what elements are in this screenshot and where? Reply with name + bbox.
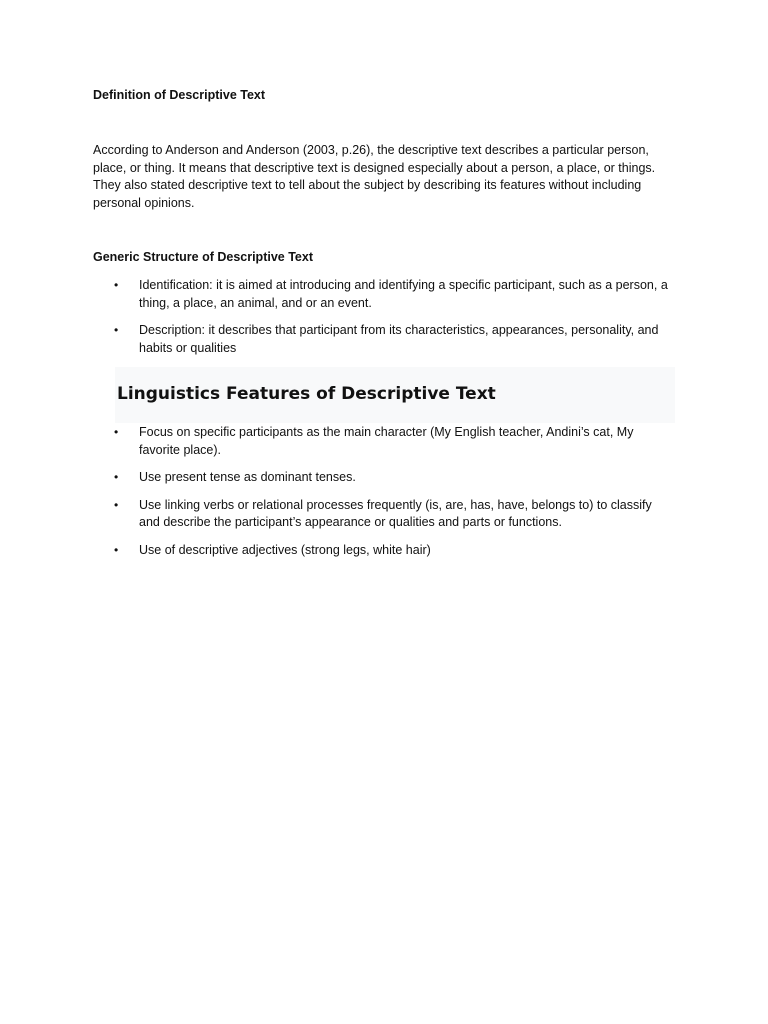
bullet-icon: • [114,425,119,439]
list-item [0,322,674,357]
bullet-icon: • [114,542,119,557]
linguistic-features-heading-block [115,367,675,423]
list-item [0,277,674,312]
list-item [0,497,674,532]
linguistic-features-heading: Linguistics Features of Descriptive Text [117,384,496,404]
definition-heading: Definition of Descriptive Text [93,88,266,102]
list-item-text: Description: it describes that participant from its characteristics, appearances, personality, and habits or qualities [139,323,659,355]
list-item-text: Use present tense as dominant tenses. [139,470,356,484]
generic-structure-heading: Generic Structure of Descriptive Text [93,250,313,264]
bullet-icon: • [114,470,119,484]
list-item-text: Use linking verbs or relational processes frequently (is, are, has, have, belongs to) to classify and describe the participant’s appearance or qualities and parts or functions. [139,497,652,529]
linguistic-features-list [0,424,768,569]
list-item [0,542,674,560]
definition-paragraph: According to Anderson and Anderson (2003, p.26), the descriptive text describes a particular person, place, or thing. It means that descriptive text is designed especially about a person, a place, or things. They also stated descriptive text to tell about the subject by describing its features without including personal opinions. [93,143,656,210]
generic-structure-list [0,277,768,367]
bullet-icon: • [114,278,119,292]
list-item [0,469,674,487]
bullet-icon: • [114,323,119,337]
list-item-text: Identification: it is aimed at introducing and identifying a specific participant, such as a person, a thing, a place, an animal, and or an event. [139,278,668,310]
list-item-text: Focus on specific participants as the main character (My English teacher, Andini’s cat, My favorite place). [139,425,634,457]
list-item-text: Use of descriptive adjectives (strong legs, white hair) [139,542,431,557]
bullet-icon: • [114,497,119,512]
list-item [0,424,674,459]
